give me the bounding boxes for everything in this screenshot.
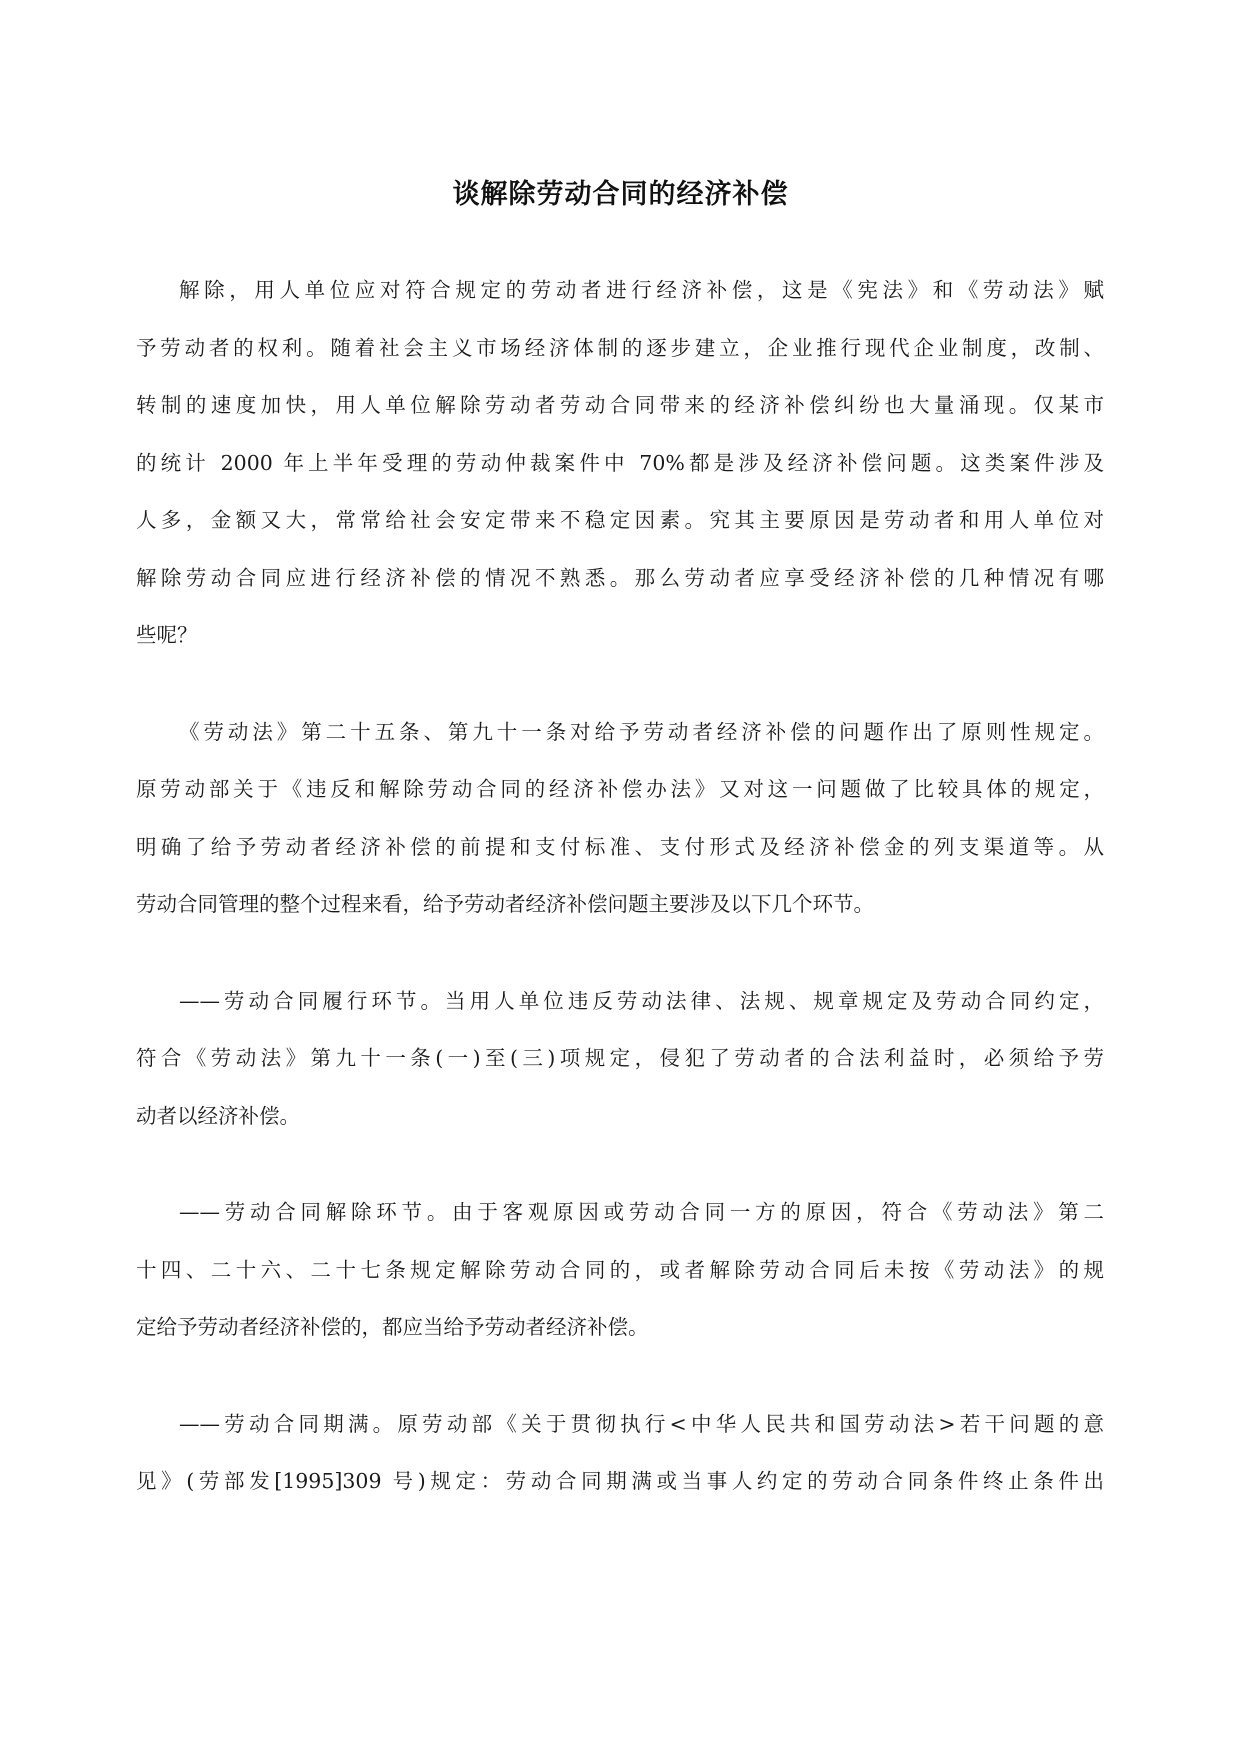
text-line: ——劳动合同履行环节。当用人单位违反劳动法律、法规、规章规定及劳动合同约定， xyxy=(179,988,1104,1013)
paragraph-4 xyxy=(136,1184,1104,1357)
text-line: 动者以经济补偿。 xyxy=(136,1103,300,1128)
text-line: ——劳动合同解除环节。由于客观原因或劳动合同一方的原因，符合《劳动法》第二 xyxy=(179,1200,1104,1224)
paragraph-3 xyxy=(136,973,1104,1146)
text-line: 原劳动部关于《违反和解除劳动合同的经济补偿办法》又对这一问题做了比较具体的规定， xyxy=(136,777,1104,801)
text-line: 符合《劳动法》第九十一条(一)至(三)项规定，侵犯了劳动者的合法利益时，必须给予劳 xyxy=(136,1046,1104,1070)
text-line: 见》(劳部发[1995]309 号)规定：劳动合同期满或当事人约定的劳动合同条件终止条件出 xyxy=(136,1469,1104,1493)
text-line: 定给予劳动者经济补偿的，都应当给予劳动者经济补偿。 xyxy=(136,1315,649,1339)
text-line: 予劳动者的权利。随着社会主义市场经济体制的逐步建立，企业推行现代企业制度，改制、 xyxy=(136,335,1104,360)
text-line: 的统计 2000 年上半年受理的劳动仲裁案件中 70%都是涉及经济补偿问题。这类案件涉及 xyxy=(136,450,1104,475)
paragraph-5 xyxy=(136,1396,1104,1511)
text-line: ——劳动合同期满。原劳动部《关于贯彻执行<中华人民共和国劳动法>若干问题的意 xyxy=(179,1411,1104,1436)
text-line: 劳动合同管理的整个过程来看，给予劳动者经济补偿问题主要涉及以下几个环节。 xyxy=(136,892,874,916)
text-line: 解除，用人单位应对符合规定的劳动者进行经济补偿，这是《宪法》和《劳动法》赋 xyxy=(179,278,1104,302)
text-line: 些呢？ xyxy=(136,623,198,647)
paragraph-1 xyxy=(136,262,1104,665)
paragraph-2 xyxy=(136,704,1104,934)
text-line: 人多，金额又大，常常给社会安定带来不稳定因素。究其主要原因是劳动者和用人单位对 xyxy=(136,508,1104,532)
text-line: 转制的速度加快，用人单位解除劳动者劳动合同带来的经济补偿纠纷也大量涌现。仅某市 xyxy=(136,393,1104,417)
document-title: 谈解除劳动合同的经济补偿 xyxy=(452,179,789,210)
document-body xyxy=(136,262,1104,1550)
text-line: 明确了给予劳动者经济补偿的前提和支付标准、支付形式及经济补偿金的列支渠道等。从 xyxy=(136,834,1104,859)
text-line: 解除劳动合同应进行经济补偿的情况不熟悉。那么劳动者应享受经济补偿的几种情况有哪 xyxy=(136,565,1104,590)
text-line: 《劳动法》第二十五条、第九十一条对给予劳动者经济补偿的问题作出了原则性规定。 xyxy=(179,719,1104,744)
text-line: 十四、二十六、二十七条规定解除劳动合同的，或者解除劳动合同后未按《劳动法》的规 xyxy=(136,1257,1104,1282)
